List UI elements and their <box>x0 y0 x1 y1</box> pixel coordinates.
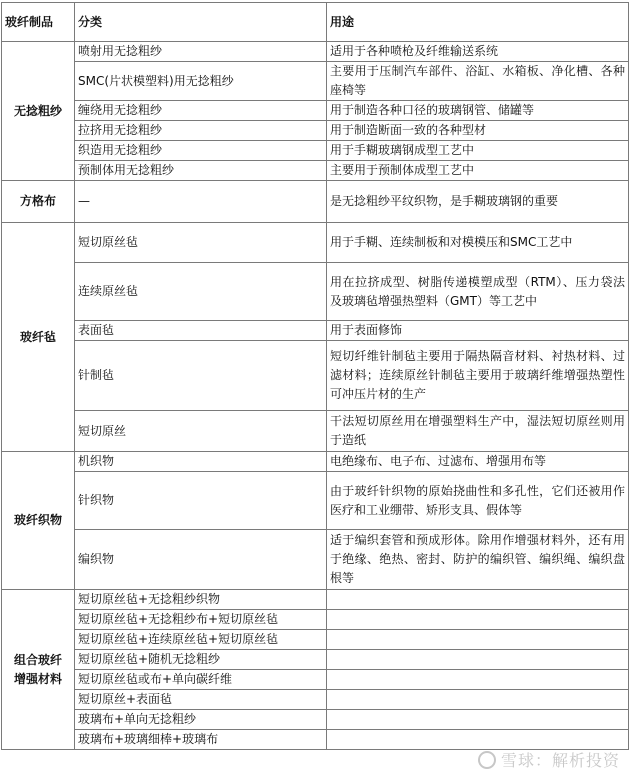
usage-cell: 适用于各种喷枪及纤维输送系统 <box>327 42 629 62</box>
usage-cell <box>327 710 629 730</box>
watermark <box>478 748 620 771</box>
table-row <box>2 670 629 690</box>
category-cell: 短切原丝毡+无捻粗纱布+短切原丝毡 <box>75 610 327 630</box>
table-row <box>2 223 629 263</box>
category-cell: 短切原丝毡+无捻粗纱织物 <box>75 590 327 610</box>
category-cell: — <box>75 181 327 223</box>
usage-cell: 用在拉挤成型、树脂传递模塑成型（RTM）、压力袋法及玻璃毡增强热塑料（GMT）等工艺中 <box>327 263 629 321</box>
usage-cell: 由于玻纤针织物的原始挠曲性和多孔性，它们还被用作医疗和工业绷带、矫形支具、假体等 <box>327 472 629 530</box>
category-cell: 喷射用无捻粗纱 <box>75 42 327 62</box>
usage-cell <box>327 590 629 610</box>
usage-cell <box>327 650 629 670</box>
table-row <box>2 161 629 181</box>
group-label-line2: 增强材料 <box>13 671 62 686</box>
table-row <box>2 730 629 750</box>
category-cell: 织造用无捻粗纱 <box>75 141 327 161</box>
category-cell: SMC(片状模塑料)用无捻粗纱 <box>75 62 327 101</box>
table-row <box>2 411 629 452</box>
usage-cell <box>327 670 629 690</box>
usage-cell: 电绝缘布、电子布、过滤布、增强用布等 <box>327 452 629 472</box>
table-row <box>2 101 629 121</box>
group-label-fabric: 玻纤织物 <box>2 452 75 590</box>
category-cell: 短切原丝毡或布+单向碳纤维 <box>75 670 327 690</box>
category-cell: 针织物 <box>75 472 327 530</box>
table-row <box>2 42 629 62</box>
table-row <box>2 62 629 101</box>
category-cell: 玻璃布+玻璃细棒+玻璃布 <box>75 730 327 750</box>
usage-cell: 短切纤维针制毡主要用于隔热隔音材料、衬热材料、过滤材料；连续原丝针制毡主要用于玻璃纤维增强热塑性可冲压片材的生产 <box>327 341 629 411</box>
group-label-roving: 无捻粗纱 <box>2 42 75 181</box>
category-cell: 预制体用无捻粗纱 <box>75 161 327 181</box>
table-row <box>2 590 629 610</box>
group-label-composite <box>2 590 75 750</box>
usage-cell <box>327 730 629 750</box>
table-row <box>2 630 629 650</box>
usage-cell: 用于表面修饰 <box>327 321 629 341</box>
usage-cell <box>327 690 629 710</box>
header-category: 分类 <box>75 3 327 42</box>
table-row <box>2 341 629 411</box>
usage-cell <box>327 610 629 630</box>
table-row <box>2 181 629 223</box>
table-row <box>2 141 629 161</box>
category-cell: 短切原丝 <box>75 411 327 452</box>
group-label-line1: 组合玻纤 <box>13 652 62 667</box>
category-cell: 针制毡 <box>75 341 327 411</box>
usage-cell: 干法短切原丝用在增强塑料生产中，湿法短切原丝则用于造纸 <box>327 411 629 452</box>
table-row <box>2 690 629 710</box>
watermark-text: 雪球：解析投资 <box>500 751 620 770</box>
group-label-mat: 玻纤毡 <box>2 223 75 452</box>
glass-fiber-products-table <box>1 2 629 750</box>
usage-cell: 主要用于压制汽车部件、浴缸、水箱板、净化槽、各种座椅等 <box>327 62 629 101</box>
category-cell: 短切原丝+表面毡 <box>75 690 327 710</box>
usage-cell: 用于制造断面一致的各种型材 <box>327 121 629 141</box>
category-cell: 表面毡 <box>75 321 327 341</box>
usage-cell: 是无捻粗纱平纹织物，是手糊玻璃钢的重要 <box>327 181 629 223</box>
table-row <box>2 530 629 590</box>
category-cell: 拉挤用无捻粗纱 <box>75 121 327 141</box>
table-row <box>2 610 629 630</box>
category-cell: 玻璃布+单向无捻粗纱 <box>75 710 327 730</box>
header-row <box>2 3 629 42</box>
category-cell: 短切原丝毡+随机无捻粗纱 <box>75 650 327 670</box>
category-cell: 短切原丝毡+连续原丝毡+短切原丝毡 <box>75 630 327 650</box>
category-cell: 连续原丝毡 <box>75 263 327 321</box>
table-row <box>2 121 629 141</box>
header-usage: 用途 <box>327 3 629 42</box>
header-product: 玻纤制品 <box>2 3 75 42</box>
table-row <box>2 452 629 472</box>
snowball-logo-icon <box>478 751 496 769</box>
group-label-woven-roving: 方格布 <box>2 181 75 223</box>
table-row <box>2 710 629 730</box>
usage-cell: 用于手糊玻璃钢成型工艺中 <box>327 141 629 161</box>
category-cell: 编织物 <box>75 530 327 590</box>
category-cell: 缠绕用无捻粗纱 <box>75 101 327 121</box>
category-cell: 短切原丝毡 <box>75 223 327 263</box>
table-row <box>2 650 629 670</box>
usage-cell: 用于制造各种口径的玻璃钢管、储罐等 <box>327 101 629 121</box>
usage-cell: 主要用于预制体成型工艺中 <box>327 161 629 181</box>
usage-cell: 用于手糊、连续制板和对模模压和SMC工艺中 <box>327 223 629 263</box>
category-cell: 机织物 <box>75 452 327 472</box>
usage-cell <box>327 630 629 650</box>
usage-cell: 适于编织套管和预成形体。除用作增强材料外，还有用于绝缘、绝热、密封、防护的编织管、编织绳、编织盘根等 <box>327 530 629 590</box>
table-row <box>2 321 629 341</box>
table-row <box>2 472 629 530</box>
table-row <box>2 263 629 321</box>
